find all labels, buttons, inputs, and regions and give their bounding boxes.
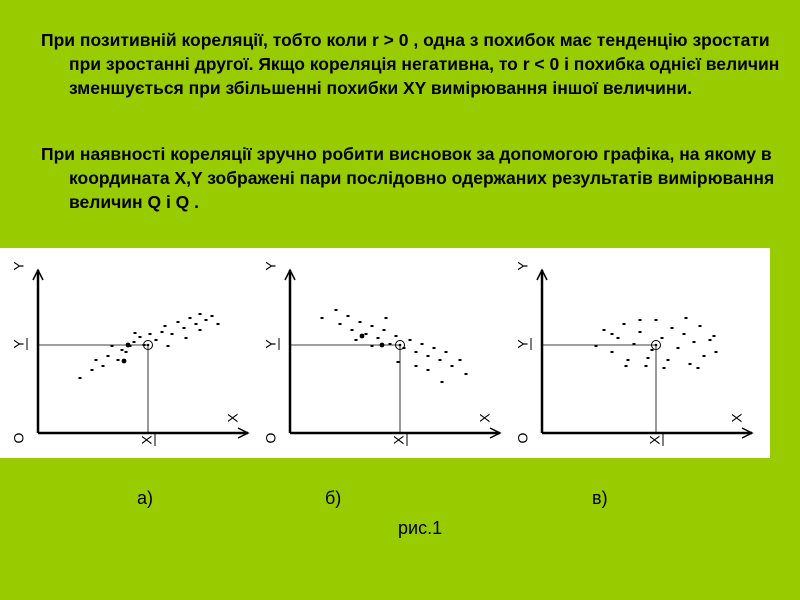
x-label-a: X [224, 413, 241, 423]
point-a-25 [167, 345, 170, 347]
point-a-4 [107, 355, 110, 357]
caption-b: б) [325, 488, 342, 508]
point-c-9 [651, 349, 654, 351]
y-label-b: Y [262, 261, 279, 271]
scatter-figure-panel [0, 248, 770, 458]
point-c-7 [639, 331, 642, 333]
point-c-21 [715, 351, 718, 353]
point-c-16 [689, 363, 692, 365]
x-mean-label-c: X [646, 435, 663, 445]
paragraph-positive-correlation: При позитивній кореляції, тобто коли r > 0 , одна з похибок має тенденцію зростати при зростанні другої. Якщо кореляція негативна, то r < 0 і похибка однієї величин зменшується при збільшенні похибки XY вимірювання іншої величини. [41, 30, 780, 98]
big-point-b-0 [380, 343, 385, 348]
point-a-1 [91, 369, 94, 371]
big-point-a-1 [122, 359, 127, 364]
point-b-6 [365, 333, 368, 335]
figure-label: рис.1 [398, 518, 443, 538]
point-c-18 [699, 325, 702, 327]
point-b-0 [321, 317, 324, 319]
point-b-2 [339, 323, 342, 325]
point-c-8 [645, 365, 648, 367]
point-c-26 [611, 333, 614, 335]
point-b-4 [351, 329, 354, 331]
caption-c: в) [592, 488, 608, 508]
point-c-12 [667, 359, 670, 361]
point-c-6 [633, 343, 636, 345]
point-b-21 [459, 359, 462, 361]
point-a-2 [95, 359, 98, 361]
point-a-29 [199, 329, 202, 331]
x-label-c: X [728, 413, 745, 423]
point-b-13 [409, 339, 412, 341]
point-a-8 [133, 341, 136, 343]
point-c-13 [671, 327, 674, 329]
origin-label-a: O [10, 432, 27, 444]
y-mean-label-b: Y [262, 339, 279, 349]
point-b-22 [465, 373, 468, 375]
point-c-14 [677, 347, 680, 349]
point-b-11 [395, 335, 398, 337]
mean-point-c [655, 344, 658, 347]
y-label-a: Y [10, 261, 27, 271]
point-c-28 [685, 317, 688, 319]
point-a-14 [164, 325, 167, 327]
point-b-25 [415, 365, 418, 367]
point-c-22 [625, 365, 628, 367]
point-c-20 [709, 339, 712, 341]
point-a-16 [177, 321, 180, 323]
point-b-9 [383, 329, 386, 331]
point-a-3 [102, 365, 105, 367]
point-b-29 [385, 317, 388, 319]
point-a-23 [217, 323, 220, 325]
point-c-2 [611, 351, 614, 353]
big-point-a-0 [126, 343, 131, 348]
point-b-8 [377, 337, 380, 339]
point-a-13 [161, 331, 164, 333]
point-c-0 [595, 345, 598, 347]
point-b-3 [347, 315, 350, 317]
point-b-26 [397, 361, 400, 363]
origin-label-c: O [514, 432, 531, 444]
point-b-5 [359, 321, 362, 323]
scatter-plots [0, 248, 770, 458]
point-a-11 [149, 333, 152, 335]
point-a-0 [79, 377, 82, 379]
point-a-17 [183, 327, 186, 329]
point-c-15 [683, 333, 686, 335]
point-b-14 [415, 351, 418, 353]
point-c-27 [647, 357, 650, 359]
x-mean-label-b: X [390, 435, 407, 445]
point-c-19 [703, 355, 706, 357]
point-b-27 [371, 345, 374, 347]
point-a-26 [134, 332, 137, 334]
point-c-17 [693, 341, 696, 343]
point-a-22 [211, 315, 214, 317]
point-c-29 [713, 335, 716, 337]
point-b-19 [445, 351, 448, 353]
point-a-24 [185, 337, 188, 339]
point-b-18 [439, 359, 442, 361]
mean-point-b [399, 344, 402, 347]
point-a-19 [195, 323, 198, 325]
point-c-11 [661, 337, 664, 339]
origin-label-b: O [262, 432, 279, 444]
mean-point-a [147, 344, 150, 347]
point-a-6 [121, 349, 124, 351]
point-b-17 [433, 347, 436, 349]
point-c-10 [655, 319, 658, 321]
point-a-18 [189, 317, 192, 319]
point-c-4 [623, 323, 626, 325]
point-a-27 [125, 351, 128, 353]
point-c-5 [627, 359, 630, 361]
point-a-21 [205, 319, 208, 321]
point-b-20 [451, 365, 454, 367]
big-point-b-1 [360, 334, 365, 339]
x-label-b: X [476, 413, 493, 423]
point-b-1 [335, 309, 338, 311]
point-b-24 [427, 369, 430, 371]
paragraph-graph-conclusion: При наявності кореляції зручно робити висновок за допомогою графіка, на якому в координата X,Y зображені пари послідовно одержаних результатів вимірювання величин Q і Q . [41, 144, 775, 212]
point-b-7 [371, 325, 374, 327]
point-c-3 [617, 337, 620, 339]
point-c-24 [663, 367, 666, 369]
point-a-12 [155, 339, 158, 341]
point-b-10 [389, 343, 392, 345]
point-a-9 [139, 336, 142, 338]
point-a-20 [199, 313, 202, 315]
point-b-23 [441, 381, 444, 383]
y-mean-label-a: Y [10, 339, 27, 349]
point-b-15 [421, 343, 424, 345]
point-b-28 [355, 339, 358, 341]
point-a-5 [117, 359, 120, 361]
y-label-c: Y [514, 261, 531, 271]
point-c-23 [639, 319, 642, 321]
point-c-25 [697, 367, 700, 369]
x-mean-label-a: X [138, 435, 155, 445]
point-a-28 [111, 345, 114, 347]
point-c-1 [603, 329, 606, 331]
point-a-15 [171, 333, 174, 335]
caption-a: а) [137, 488, 154, 508]
point-b-16 [427, 355, 430, 357]
y-mean-label-c: Y [514, 339, 531, 349]
